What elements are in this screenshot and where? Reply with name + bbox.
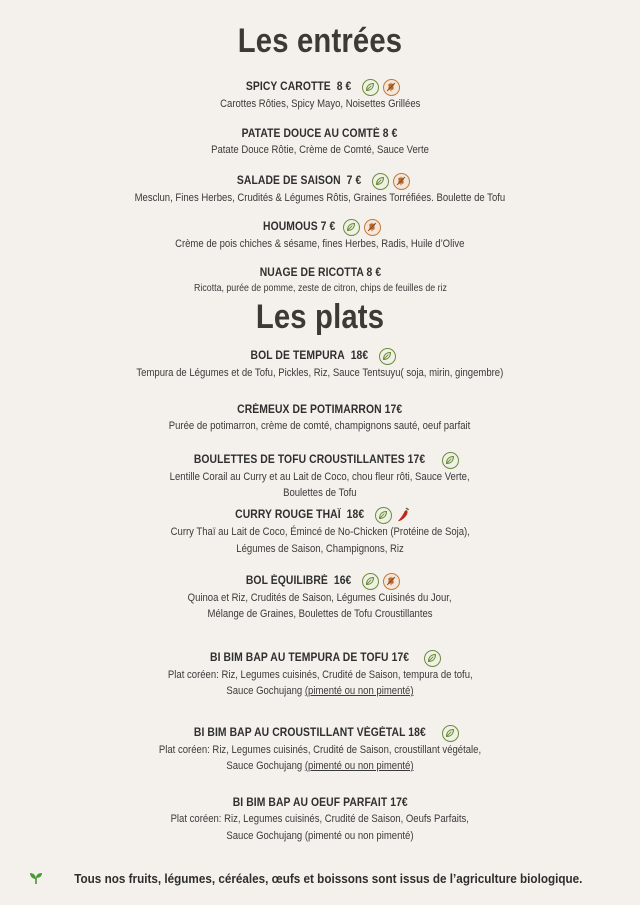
item-description: Carottes Rôties, Spicy Mayo, Noisettes Grillées xyxy=(219,97,421,110)
item-description: Crème de pois chiches & sésame, fines Herbes, Radis, Huile d’Olive xyxy=(175,237,465,250)
leaf-icon xyxy=(362,573,379,590)
item-price: 17€ xyxy=(391,652,410,664)
spice-option: (pimenté ou non pimenté) xyxy=(304,760,414,772)
item-name: HOUMOUS xyxy=(262,221,318,233)
item-name: BOULETTES DE TOFU CROUSTILLANTES xyxy=(193,454,405,466)
item-name: PATATE DOUCE AU COMTÉ xyxy=(242,128,381,140)
item-name: BOL ÉQUILIBRÉ xyxy=(246,575,329,587)
item-description: Ricotta, purée de pomme, zeste de citron, chips de feuilles de riz xyxy=(193,283,447,294)
item-description: Plat coréen: Riz, Legumes cuisinés, Crudité de Saison, croustillant végétale, xyxy=(158,743,482,756)
menu-item xyxy=(0,723,640,775)
leaf-icon xyxy=(379,348,396,365)
menu-item xyxy=(0,171,640,206)
item-description: Purée de potimarron, crème de comté, champignons sauté, oeuf parfait xyxy=(169,420,471,432)
item-description: Plat coréen: Riz, Legumes cuisinés, Crudité de Saison, tempura de tofu, xyxy=(167,668,473,681)
item-description: Sauce Gochujang (pimenté ou non pimenté) xyxy=(226,829,414,842)
footer-text: Tous nos fruits, légumes, céréales, œufs et boissons sont issus de l’agriculture biologique. xyxy=(74,871,583,886)
organic-notice xyxy=(0,871,640,888)
menu-item xyxy=(0,400,640,435)
item-price: 7 € xyxy=(320,221,336,233)
item-description: Lentille Corail au Curry et au Lait de Coco, chou fleur rôti, Sauce Verte, xyxy=(170,470,470,483)
item-price: 18€ xyxy=(407,727,426,739)
plats-title: Les plats xyxy=(255,298,385,336)
item-price: 17€ xyxy=(389,797,408,809)
menu-item xyxy=(0,124,640,159)
menu-item xyxy=(0,217,640,252)
spice-option: (pimenté ou non pimenté) xyxy=(304,685,414,697)
item-description: Plat coréen: Riz, Legumes cuisinés, Crudité de Saison, Oeufs Parfaits, xyxy=(170,813,470,825)
item-price: 8 € xyxy=(366,267,381,279)
sprout-icon xyxy=(29,871,43,888)
item-name: BI BIM BAP AU OEUF PARFAIT xyxy=(232,797,388,809)
menu-item xyxy=(0,505,640,557)
item-price: 18€ xyxy=(350,350,369,362)
item-description: Mesclun, Fines Herbes, Crudités & Légumes Rôtis, Graines Torréfiées. Boulette de Tofu xyxy=(134,191,506,204)
menu-item xyxy=(0,793,640,844)
item-price: 8 € xyxy=(337,81,352,93)
item-name: CURRY ROUGE THAÏ xyxy=(234,509,341,521)
item-description: Tempura de Légumes et de Tofu, Pickles, Riz, Sauce Tentsuyu( soja, mirin, gingembre) xyxy=(136,366,504,379)
item-name: BOL DE TEMPURA xyxy=(250,350,345,362)
leaf-icon xyxy=(375,507,392,524)
leaf-icon xyxy=(442,725,459,742)
item-name: BI BIM BAP AU CROUSTILLANT VÉGÉTAL xyxy=(193,727,405,739)
item-description: Curry Thaï au Lait de Coco, Émincé de No-Chicken (Protéine de Soja), xyxy=(170,526,470,538)
no-gluten-icon xyxy=(393,173,410,190)
item-description: Sauce Gochujang xyxy=(226,760,305,772)
entrees-title: Les entrées xyxy=(237,22,403,60)
menu-item xyxy=(0,263,640,298)
item-name: BI BIM BAP AU TEMPURA DE TOFU xyxy=(209,652,389,664)
leaf-icon xyxy=(442,452,459,469)
item-description: Boulettes de Tofu xyxy=(283,487,357,499)
no-gluten-icon xyxy=(383,79,400,96)
no-gluten-icon xyxy=(383,573,400,590)
leaf-icon xyxy=(343,219,360,236)
menu-item xyxy=(0,571,640,623)
item-name: NUAGE DE RICOTTA xyxy=(259,267,364,279)
item-name: SPICY CAROTTE xyxy=(246,81,332,93)
item-price: 8 € xyxy=(383,128,398,140)
menu-item xyxy=(0,346,640,381)
leaf-icon xyxy=(362,79,379,96)
item-description: Quinoa et Riz, Crudités de Saison, Légumes Cuisinés du Jour, xyxy=(188,591,452,604)
no-gluten-icon xyxy=(364,219,381,236)
item-description: Sauce Gochujang xyxy=(226,685,305,697)
item-price: 17€ xyxy=(384,404,403,416)
leaf-icon xyxy=(372,173,389,190)
menu-item xyxy=(0,77,640,112)
leaf-icon xyxy=(424,650,441,667)
item-price: 17€ xyxy=(407,454,426,466)
item-price: 18€ xyxy=(346,509,365,521)
item-price: 7 € xyxy=(346,175,362,187)
item-name: CRÉMEUX DE POTIMARRON xyxy=(237,404,382,416)
item-price: 16€ xyxy=(334,575,352,587)
menu-item xyxy=(0,450,640,502)
menu-item xyxy=(0,648,640,700)
item-description: Patate Douce Rôtie, Crème de Comté, Sauce Verte xyxy=(211,144,429,156)
chili-pepper-icon xyxy=(396,506,412,524)
item-name: SALADE DE SAISON xyxy=(236,175,341,187)
item-description: Mélange de Graines, Boulettes de Tofu Croustillantes xyxy=(207,608,433,620)
item-description: Légumes de Saison, Champignons, Riz xyxy=(236,542,404,555)
